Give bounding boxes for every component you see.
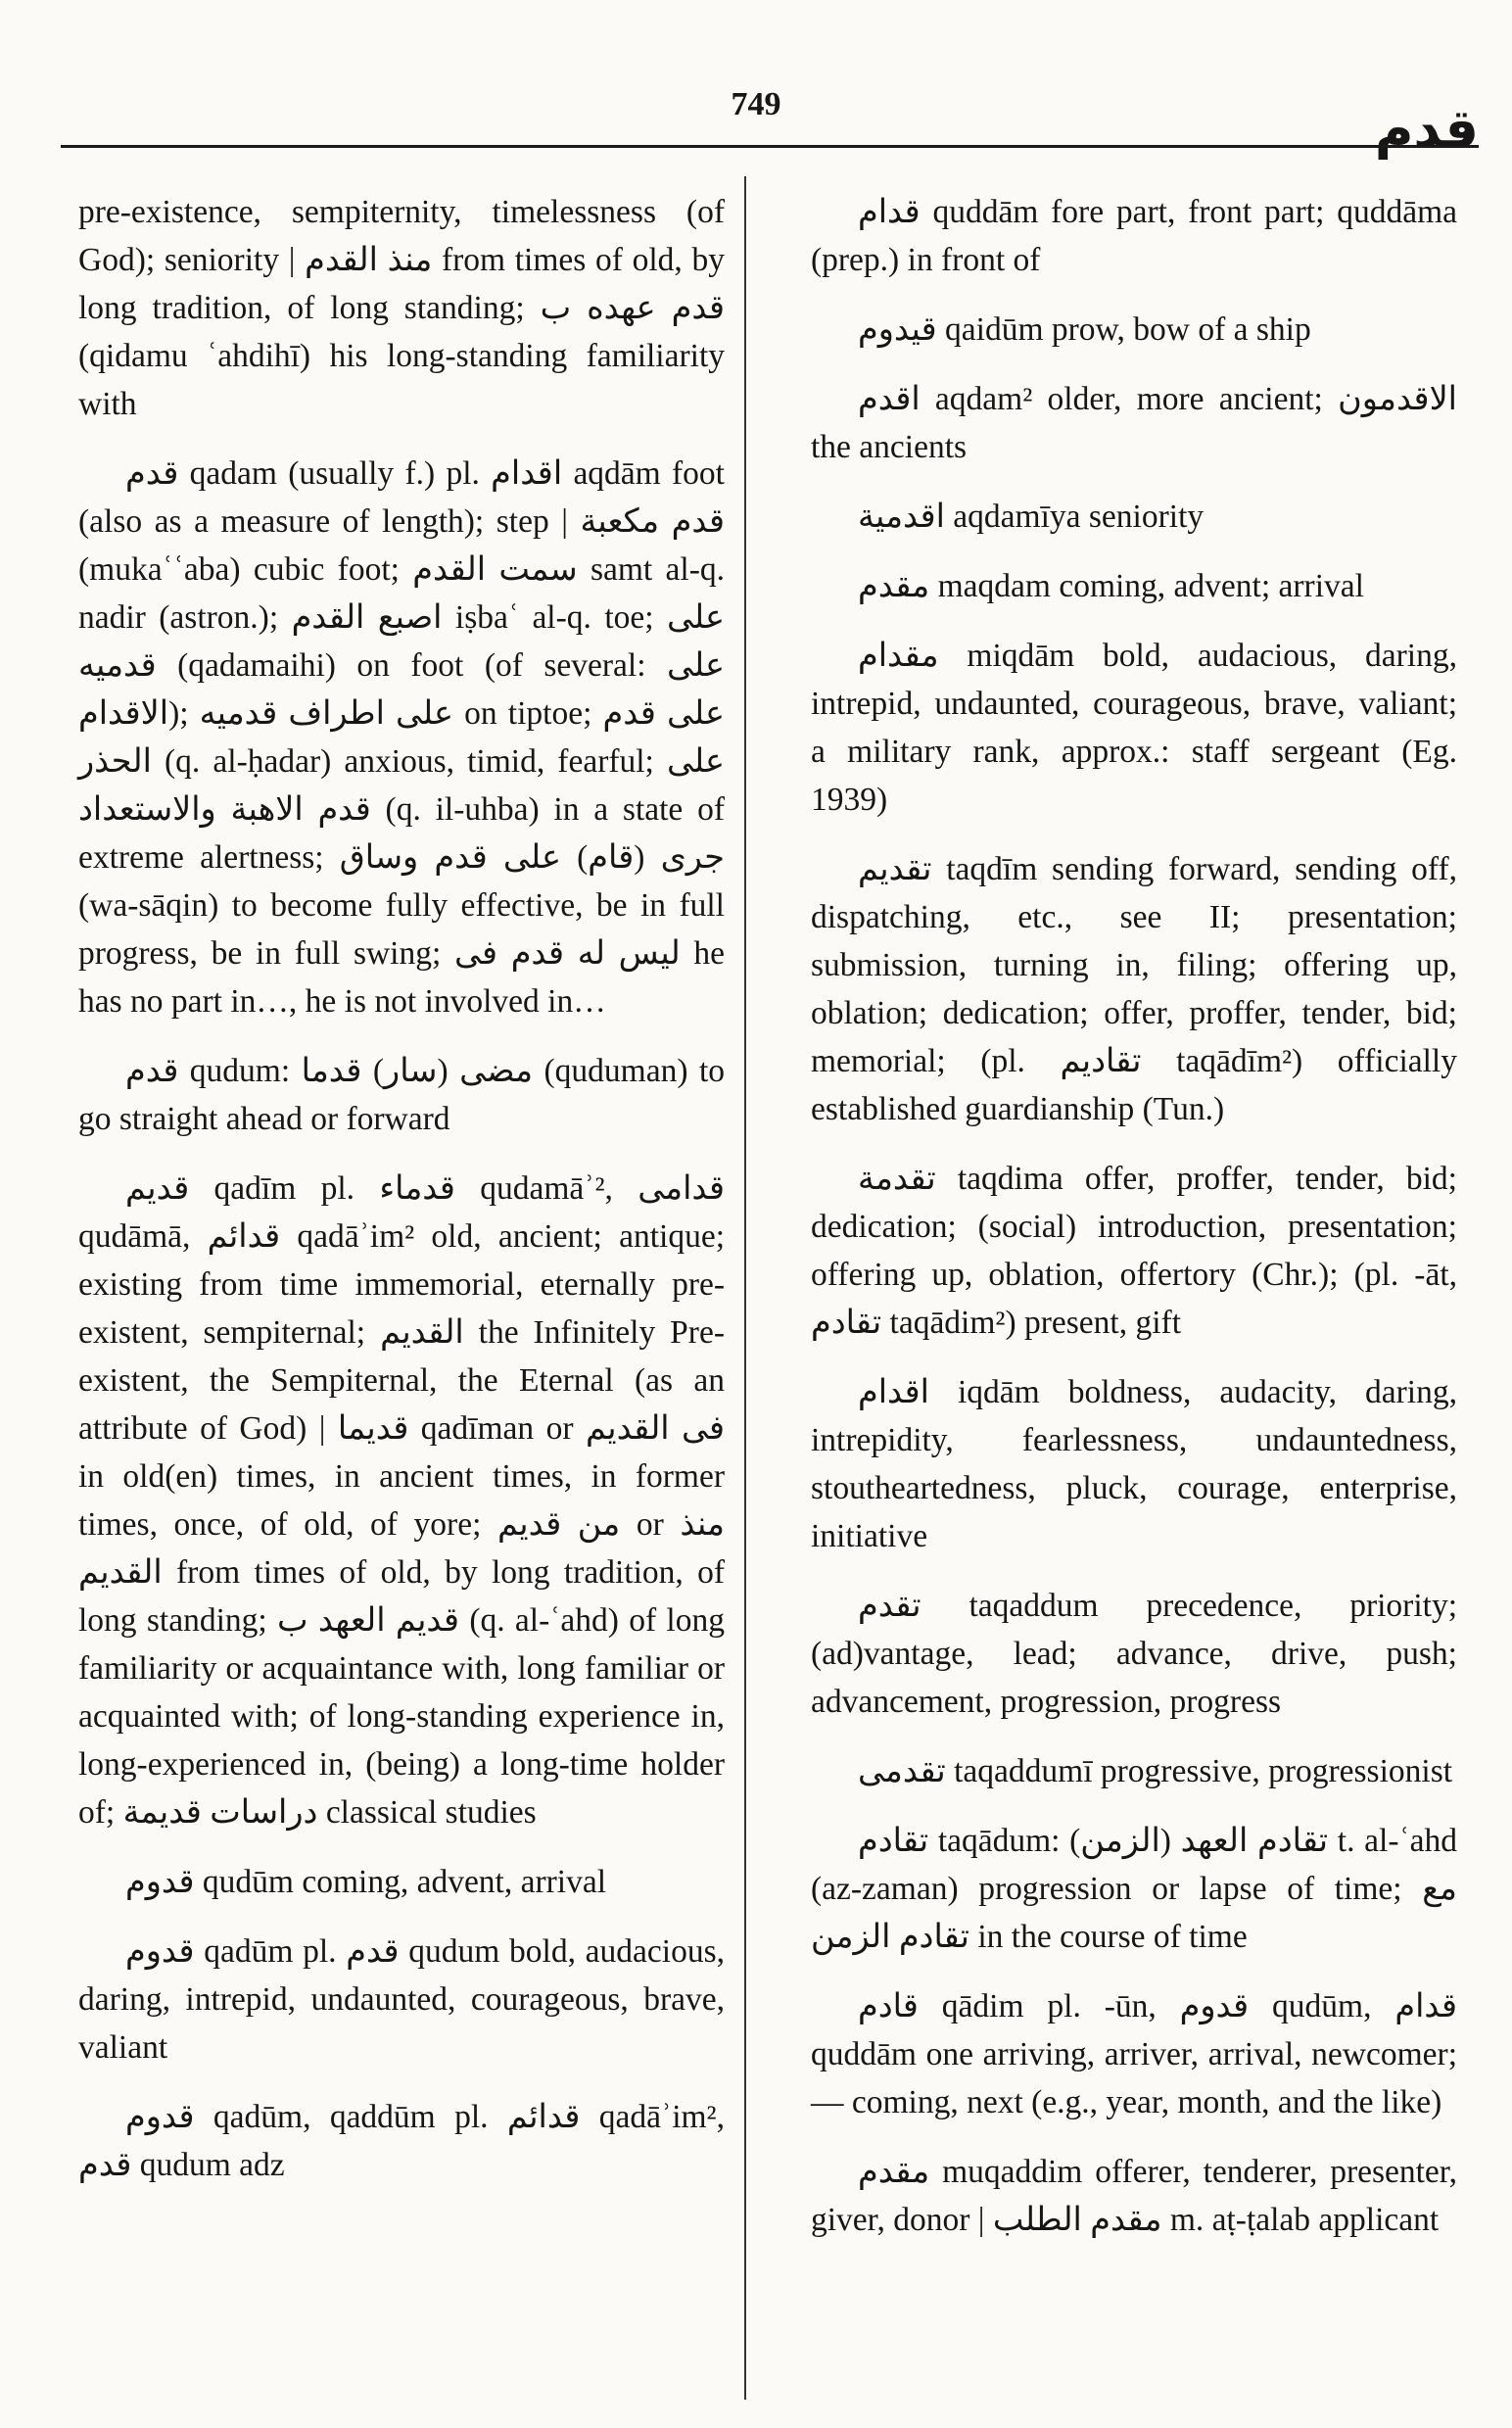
header-rule xyxy=(61,145,1479,148)
entry-text: مقدام miqdām bold, audacious, daring, intrepid, undaunted, courageous, brave, valiant; a military rank, approx.: staff sergeant (Eg. 1939) xyxy=(811,638,1457,818)
dictionary-entry xyxy=(78,188,725,428)
dictionary-entry xyxy=(78,1858,725,1906)
right-column xyxy=(811,188,1457,2265)
entry-text: مقدم muqaddim offerer, tenderer, presenter, giver, donor | مقدم الطلب m. aṭ-ṭalab applicant xyxy=(811,2154,1457,2238)
entry-text: اقدمية aqdamīya seniority xyxy=(858,499,1205,535)
dictionary-entry xyxy=(811,845,1457,1133)
dictionary-entry xyxy=(78,1047,725,1143)
dictionary-entry xyxy=(811,562,1457,610)
dictionary-entry xyxy=(811,1582,1457,1726)
entry-text: تقدمة taqdima offer, proffer, tender, bid; dedication; (social) introduction, presentation; offering up, oblation, offertory (Chr.); (pl. -āt, تقادم taqādim²) present, gift xyxy=(811,1161,1457,1341)
entry-text: قدام quddām fore part, front part; quddāma (prep.) in front of xyxy=(811,194,1457,278)
left-column xyxy=(78,188,725,2211)
entry-text: قدوم qadūm pl. قدم qudum bold, audacious, daring, intrepid, undaunted, courageous, brave, valiant xyxy=(78,1933,725,2066)
dictionary-entry xyxy=(811,1982,1457,2126)
entry-text: تقديم taqdīm sending forward, sending off, dispatching, etc., see II; presentation; submission, turning in, filing; offering up, oblation; dedication; offer, proffer, tender, bid; memorial; (pl. تقاديم taqādīm²) officially established guardianship (Tun.) xyxy=(811,851,1457,1127)
entry-text: قدم qudum: مضى (سار) قدما (quduman) to go straight ahead or forward xyxy=(78,1053,726,1137)
running-head: قدم xyxy=(1374,98,1479,160)
dictionary-entry xyxy=(811,1817,1457,1961)
entry-text: pre-existence, sempiternity, timelessness (of God); seniority | منذ القدم from times of old, by long tradition, of long standing; قدم عهده ب (qidamu ʿahdihī) his long-standing familiarity with xyxy=(78,194,725,422)
dictionary-entry xyxy=(811,375,1457,471)
dictionary-entry xyxy=(811,493,1457,541)
dictionary-entry xyxy=(78,450,725,1025)
dictionary-entry xyxy=(811,2148,1457,2244)
page-number: 749 xyxy=(731,86,781,122)
entry-text: تقادم taqādum: تقادم العهد (الزمن) t. al-ʿahd (az-zaman) progression or lapse of time; مع تقادم الزمن in the course of time xyxy=(811,1823,1457,1955)
dictionary-entry xyxy=(78,1928,725,2071)
dictionary-entry xyxy=(78,1165,725,1836)
dictionary-entry xyxy=(811,632,1457,824)
entry-text: قدم qadam (usually f.) pl. اقدام aqdām foot (also as a measure of length); step | قدم مكعبة (mukaʿʿaba) cubic foot; سمت القدم samt al-q. nadir (astron.); اصبع القدم iṣbaʿ al-q. toe; على قدميه (qadamaihi) on foot (of several: على الاقدام); على اطراف قدميه on tiptoe; على قدم الحذر (q. al-ḥadar) anxious, timid, fearful; على قدم الاهبة والاستعداد (q. il-uhba) in a state of extreme alertness; جرى (قام) على قدم وساق (wa-sāqin) to become fully effective, be in full progress, be in full swing; ليس له قدم فى he has no part in…, he is not involved in… xyxy=(78,455,726,1020)
entry-text: تقدمى taqaddumī progressive, progressionist xyxy=(858,1753,1453,1789)
entry-text: قدوم qadūm, qaddūm pl. قدائم qadāʾim², قدم qudum adz xyxy=(78,2099,725,2183)
dictionary-entry xyxy=(811,1155,1457,1347)
dictionary-entry xyxy=(78,2093,725,2189)
entry-text: اقدم aqdam² older, more ancient; الاقدمون the ancients xyxy=(811,381,1457,465)
dictionary-entry xyxy=(811,1368,1457,1560)
entry-text: مقدم maqdam coming, advent; arrival xyxy=(858,568,1364,604)
entry-text: قادم qādim pl. -ūn, قدوم qudūm, قدام quddām one arriving, arriver, arrival, newcomer; — coming, next (e.g., year, month, and the like) xyxy=(811,1988,1457,2120)
entry-text: قيدوم qaidūm prow, bow of a ship xyxy=(858,311,1311,348)
dictionary-entry xyxy=(811,188,1457,284)
column-divider xyxy=(744,176,746,2400)
dictionary-entry xyxy=(811,1747,1457,1795)
dictionary-entry xyxy=(811,306,1457,354)
entry-text: قديم qadīm pl. قدماء qudamāʾ², قدامى qudāmā, قدائم qadāʾim² old, ancient; antique; existing from time immemorial, eternally pre-existent, sempiternal; القديم the Infinitely Pre-existent, the Sempiternal, the Eternal (as an attribute of God) | قديما qadīman or فى القديم in old(en) times, in ancient times, in former times, once, of old, of yore; من قديم or منذ القديم from times of old, by long tradition, of long standing; قديم العهد ب (q. al-ʿahd) of long familiarity or acquaintance with, long familiar or acquainted with; of long-standing experience in, long-experienced in, (being) a long-time holder of; دراسات قديمة classical studies xyxy=(78,1170,725,1831)
entry-text: تقدم taqaddum precedence, priority; (ad)vantage, lead; advance, drive, push; advancement, progression, progress xyxy=(811,1588,1457,1720)
entry-text: اقدام iqdām boldness, audacity, daring, intrepidity, fearlessness, undauntedness, stoutheartedness, pluck, courage, enterprise, initiative xyxy=(811,1374,1457,1554)
entry-text: قدوم qudūm coming, advent, arrival xyxy=(125,1864,607,1900)
